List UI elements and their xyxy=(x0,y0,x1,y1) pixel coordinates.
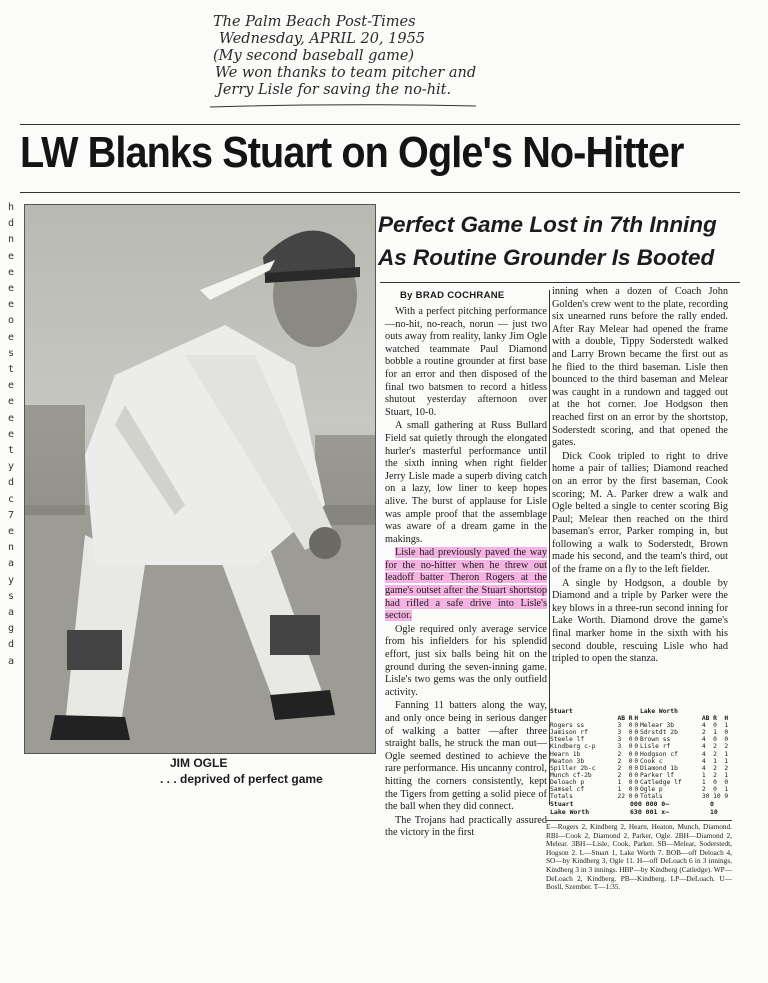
stat-cell: 22 xyxy=(617,793,626,801)
edge-letter: 7 xyxy=(7,509,15,521)
stat-cell: 0 xyxy=(724,736,729,744)
stat-cell: 3 xyxy=(617,743,622,751)
article-paragraph: The Trojans had practically assured the victory in the first xyxy=(385,814,547,839)
article-paragraph-highlighted xyxy=(385,547,547,623)
player-name: Cook c xyxy=(639,757,663,765)
player-name: Totals xyxy=(550,793,573,801)
article-column-1 xyxy=(385,306,547,841)
stat-cell: 10 xyxy=(713,793,721,801)
article-paragraph: With a perfect pitching performance—no-hit, no-reach, norun — just two outs away from reality, lanky Jim Ogle watched teammate Paul Diamond bobble a routine grounder at first base for an error and then disposed of the final two batsmen to record a hitless shutout yesterday afternoon over Stuart, 10-0. xyxy=(385,306,547,418)
edge-letter: e xyxy=(7,331,15,343)
box-score-table xyxy=(550,708,730,800)
article-paragraph: A small gathering at Russ Bullard Field sat quietly through the elongated hurler's masterful performance until the sixth inning when right fielder Jerry Lisle made a superb diving catch on a lazy, low liner to keep hopes alive. The burst of applause for Lisle was ample proof that the assemblage was aware of a dream game in the makings. xyxy=(385,420,547,545)
col-header: H xyxy=(724,715,729,723)
stat-cell: 0 xyxy=(634,786,639,794)
player-photo-illustration xyxy=(25,205,375,753)
caption-name: JIM OGLE xyxy=(170,756,228,770)
player-name: Rogers ss xyxy=(550,722,585,730)
player-name: Kindberg c-p xyxy=(550,743,596,751)
player-name: Lisle rf xyxy=(639,743,671,751)
player-name: Brown ss xyxy=(639,736,671,744)
stat-cell: 0 xyxy=(634,771,639,779)
player-photo xyxy=(24,204,376,754)
article-paragraph: A single by Hodgson, a double by Diamond and a triple by Parker were the key blows in a three-run second inning for Lake Worth. Diamond drove the game's final marker home in the sixth with his second double, rescuing Lisle who had tripled to open the stanza. xyxy=(552,577,728,665)
stat-cell: 0 xyxy=(724,778,729,786)
player-name: Jamison rf xyxy=(550,729,588,737)
stat-cell: 0 xyxy=(628,771,633,779)
stat-cell: 1 xyxy=(724,771,729,779)
edge-letter: a xyxy=(7,558,15,570)
edge-letter: e xyxy=(7,250,15,262)
stat-cell: 1 xyxy=(713,757,717,765)
stat-cell: 0 xyxy=(628,793,633,801)
edge-letter: e xyxy=(7,266,15,278)
player-name: Sdrstdt 2b xyxy=(639,729,678,737)
stat-cell: 2 xyxy=(713,743,717,751)
line-score-innings: 630 001 x— xyxy=(630,808,670,816)
stat-cell: 2 xyxy=(617,750,622,758)
edge-letter: t xyxy=(7,364,15,376)
edge-letter: d xyxy=(7,218,15,230)
box-score-row xyxy=(550,743,730,750)
player-name: Hodgson cf xyxy=(639,750,678,758)
stat-cell: 0 xyxy=(634,743,639,751)
player-name: Samsel cf xyxy=(550,786,585,794)
stat-cell: 1 xyxy=(724,722,729,730)
stat-cell: 0 xyxy=(634,778,639,786)
box-score-row xyxy=(550,758,730,765)
player-name: Steele lf xyxy=(550,736,585,744)
edge-letter: s xyxy=(7,347,15,359)
stat-cell: 0 xyxy=(628,764,633,772)
player-name: Meaton 3b xyxy=(550,757,585,765)
edge-letter: d xyxy=(7,639,15,651)
stat-cell: 0 xyxy=(628,729,633,737)
stat-cell: 1 xyxy=(713,729,717,737)
stat-cell: 2 xyxy=(713,750,717,758)
col-header: AB xyxy=(701,715,710,723)
stat-cell: 2 xyxy=(724,764,729,772)
byline: By BRAD COCHRANE xyxy=(400,290,505,301)
line-score-innings: 000 000 0— xyxy=(630,800,670,808)
handwritten-underline xyxy=(208,103,478,109)
stat-cell: 0 xyxy=(713,778,717,786)
headline-rule-top xyxy=(20,124,740,125)
stat-cell: 3 xyxy=(617,722,622,730)
line-score-team: Lake Worth xyxy=(550,808,590,816)
stat-cell: 0 xyxy=(634,764,639,772)
col-header: R xyxy=(713,715,717,723)
handwritten-line: Jerry Lisle for saving the no-hit. xyxy=(217,82,452,98)
handwritten-line: We won thanks to team pitcher and xyxy=(215,65,477,81)
headline-rule-bottom xyxy=(20,192,740,193)
stat-cell: 0 xyxy=(713,786,717,794)
subhead-rule xyxy=(380,282,740,283)
stat-cell: 0 xyxy=(634,793,639,801)
handwritten-line: Wednesday, APRIL 20, 1955 xyxy=(219,31,426,47)
team-name: Stuart xyxy=(550,708,573,715)
box-score-teams xyxy=(550,708,730,715)
line-score-row xyxy=(550,800,730,808)
article-paragraph: Ogle required only average service from his infielders for his splendid effort, just six balls being hit on the ground during the seven-inning game. Lisle's two gems was the only outfield activity. xyxy=(385,623,547,698)
article-paragraph: Fanning 11 batters along the way, and only once being in serious danger of walking a batter —after three straight balls, he struck the man out—Ogle seemed destined to achieve the rare performance. His uncanny control, hitting the corners consistently, kept the Tigers from getting a solid piece of the ball when they did connect. xyxy=(385,700,547,813)
box-score-row xyxy=(550,729,730,736)
box-score-row xyxy=(550,722,730,729)
stat-cell: 2 xyxy=(701,729,706,737)
stat-cell: 1 xyxy=(724,750,729,758)
box-score-header xyxy=(550,715,730,722)
stat-cell: 0 xyxy=(634,722,639,730)
stat-cell: 0 xyxy=(628,722,633,730)
highlighted-text: Lisle had previously paved the way for the no-hitter when he threw out leadoff batter Theron Rogers at the game's outset after the Stuart shortstop had rifled a safe drive into Lisle's sector. xyxy=(385,547,547,622)
subheadline xyxy=(378,208,753,274)
player-name: Diamond 1b xyxy=(639,764,678,772)
line-score-team: Stuart xyxy=(550,800,574,808)
player-name: Hearn 1b xyxy=(550,750,581,758)
player-name: Catledge lf xyxy=(639,778,682,786)
clipped-column-edge xyxy=(4,200,18,670)
handwritten-line: The Palm Beach Post-Times xyxy=(213,14,416,30)
caption-description: . . . deprived of perfect game xyxy=(160,772,323,786)
stat-cell: 1 xyxy=(701,778,706,786)
edge-letter: d xyxy=(7,477,15,489)
edge-letter: e xyxy=(7,380,15,392)
box-score-row xyxy=(550,751,730,758)
stat-cell: 3 xyxy=(617,729,622,737)
stat-cell: 1 xyxy=(724,786,729,794)
box-score-row xyxy=(550,786,730,793)
player-name: Melear 3b xyxy=(639,722,675,730)
box-score-row xyxy=(550,779,730,786)
article-column-2 xyxy=(552,286,728,667)
stat-cell: 2 xyxy=(724,743,729,751)
col-header: H xyxy=(634,715,639,723)
stat-cell: 0 xyxy=(634,757,639,765)
stat-cell: 0 xyxy=(628,736,633,744)
subheadline-line: Perfect Game Lost in 7th Inning xyxy=(378,212,717,237)
line-score xyxy=(550,800,730,816)
stat-cell: 0 xyxy=(628,750,633,758)
stat-cell: 0 xyxy=(713,722,717,730)
col-header: AB xyxy=(617,715,626,723)
player-name: Totals xyxy=(639,793,663,801)
player-name: Spiller 2b-c xyxy=(550,764,596,772)
handwritten-note xyxy=(205,14,505,99)
stat-cell: 0 xyxy=(713,736,717,744)
stat-cell: 1 xyxy=(617,786,622,794)
box-score-row xyxy=(550,772,730,779)
photo-caption xyxy=(160,756,370,786)
player-name: Ogle p xyxy=(639,786,663,794)
edge-letter: n xyxy=(7,542,15,554)
player-name: Munch cf-2b xyxy=(550,771,592,779)
edge-letter: s xyxy=(7,590,15,602)
stat-cell: 30 xyxy=(701,793,710,801)
stat-cell: 4 xyxy=(701,722,706,730)
article-paragraph: Dick Cook tripled to right to drive home a pair of tallies; Diamond reached on an error by the first baseman, Cook scoring; M. A. Parker drew a walk and Ogle belted a single to center scoring Big Paul; Melear then reached on the third baseman's error, Parker romping in, but following a walk to Soderstedt, Brown made his second, and the team's third, out of the frame on a fly to the left fielder. xyxy=(552,450,728,576)
stat-cell: 9 xyxy=(724,793,729,801)
player-name: Parker lf xyxy=(639,771,675,779)
headline: LW Blanks Stuart on Ogle's No-Hitter xyxy=(20,128,684,177)
stat-cell: 0 xyxy=(634,736,639,744)
col-header: R xyxy=(628,715,633,723)
stat-cell: 4 xyxy=(701,750,706,758)
edge-letter: h xyxy=(7,202,15,213)
stat-cell: 2 xyxy=(617,757,622,765)
stat-cell: 0 xyxy=(724,729,729,737)
line-score-total: 0 xyxy=(710,800,714,808)
edge-letter: y xyxy=(7,574,15,586)
edge-letter: a xyxy=(7,607,15,619)
stat-cell: 4 xyxy=(701,764,706,772)
article-paragraph: inning when a dozen of Coach John Golden's crew went to the plate, recording six unearned runs before the rally ended. After Ray Melear had opened the frame with a double, Tippy Soderstedt walked and Larry Brown became the first out as he flied to the third baseman. Lisle then bounced to the third baseman and Melear was caught in a rundown and tagged out at the hot corner. Joe Hodgson then reached first on an error by the shortstop, Soderstedt scoring, and that opened the gates. xyxy=(552,286,728,449)
box-score xyxy=(550,708,730,800)
edge-letter: e xyxy=(7,526,15,538)
stat-cell: 2 xyxy=(617,764,622,772)
team-name: Lake Worth xyxy=(639,708,678,715)
player-name: Deloach p xyxy=(550,778,585,786)
edge-letter: e xyxy=(7,396,15,408)
line-score-row xyxy=(550,808,730,816)
stat-cell: 4 xyxy=(701,743,706,751)
stat-cell: 2 xyxy=(701,786,706,794)
edge-letter: o xyxy=(7,315,15,327)
box-score-row xyxy=(550,765,730,772)
stat-cell: 0 xyxy=(634,729,639,737)
stat-cell: 0 xyxy=(628,743,633,751)
stat-cell: 3 xyxy=(617,736,622,744)
subheadline-line: As Routine Grounder Is Booted xyxy=(378,245,715,270)
stat-cell: 1 xyxy=(701,771,706,779)
edge-letter: g xyxy=(7,623,15,635)
stat-cell: 0 xyxy=(628,786,633,794)
edge-letter: e xyxy=(7,412,15,424)
stat-cell: 1 xyxy=(724,757,729,765)
edge-letter: y xyxy=(7,461,15,473)
handwritten-line: (My second baseball game) xyxy=(213,48,415,64)
box-score-row xyxy=(550,736,730,743)
stat-cell: 2 xyxy=(713,771,717,779)
edge-letter: c xyxy=(7,493,15,505)
game-summary: E—Rogers 2, Kindberg 2, Hearn, Heaton, Munch, Diamond. RBI—Cook 2, Diamond 2, Parker, Ogle. 2BH—Diamond 2, Melear. 3BH—Lisle, Cook, Parker. SB—Melear, Soderstedt, Hogson 2. L—Stuart 1, Lake Worth 7. BOB—off Deloach 4, SO—by Kindberg 3, Ogle 11. H—off DeLoach 6 in 3 innings, Kindberg 3 in 3 innings. HBP—by Kindberg (Catledge). WP—DeLoach 2, Kindberg. PB—Kindberg. LP—DeLoach. U—Bosll, Szember. T—1:35. xyxy=(546,822,732,892)
stat-cell: 2 xyxy=(617,771,622,779)
edge-letter: t xyxy=(7,445,15,457)
edge-letter: a xyxy=(7,655,15,667)
stat-cell: 2 xyxy=(713,764,717,772)
stat-cell: 0 xyxy=(628,757,633,765)
stat-cell: 4 xyxy=(701,736,706,744)
edge-letter: e xyxy=(7,428,15,440)
stat-cell: 0 xyxy=(628,778,633,786)
edge-letter: e xyxy=(7,283,15,295)
line-score-total: 10 xyxy=(710,808,718,816)
stat-cell: 0 xyxy=(634,750,639,758)
edge-letter: e xyxy=(7,299,15,311)
edge-letter: n xyxy=(7,234,15,246)
stat-cell: 1 xyxy=(617,778,622,786)
stat-cell: 4 xyxy=(701,757,706,765)
